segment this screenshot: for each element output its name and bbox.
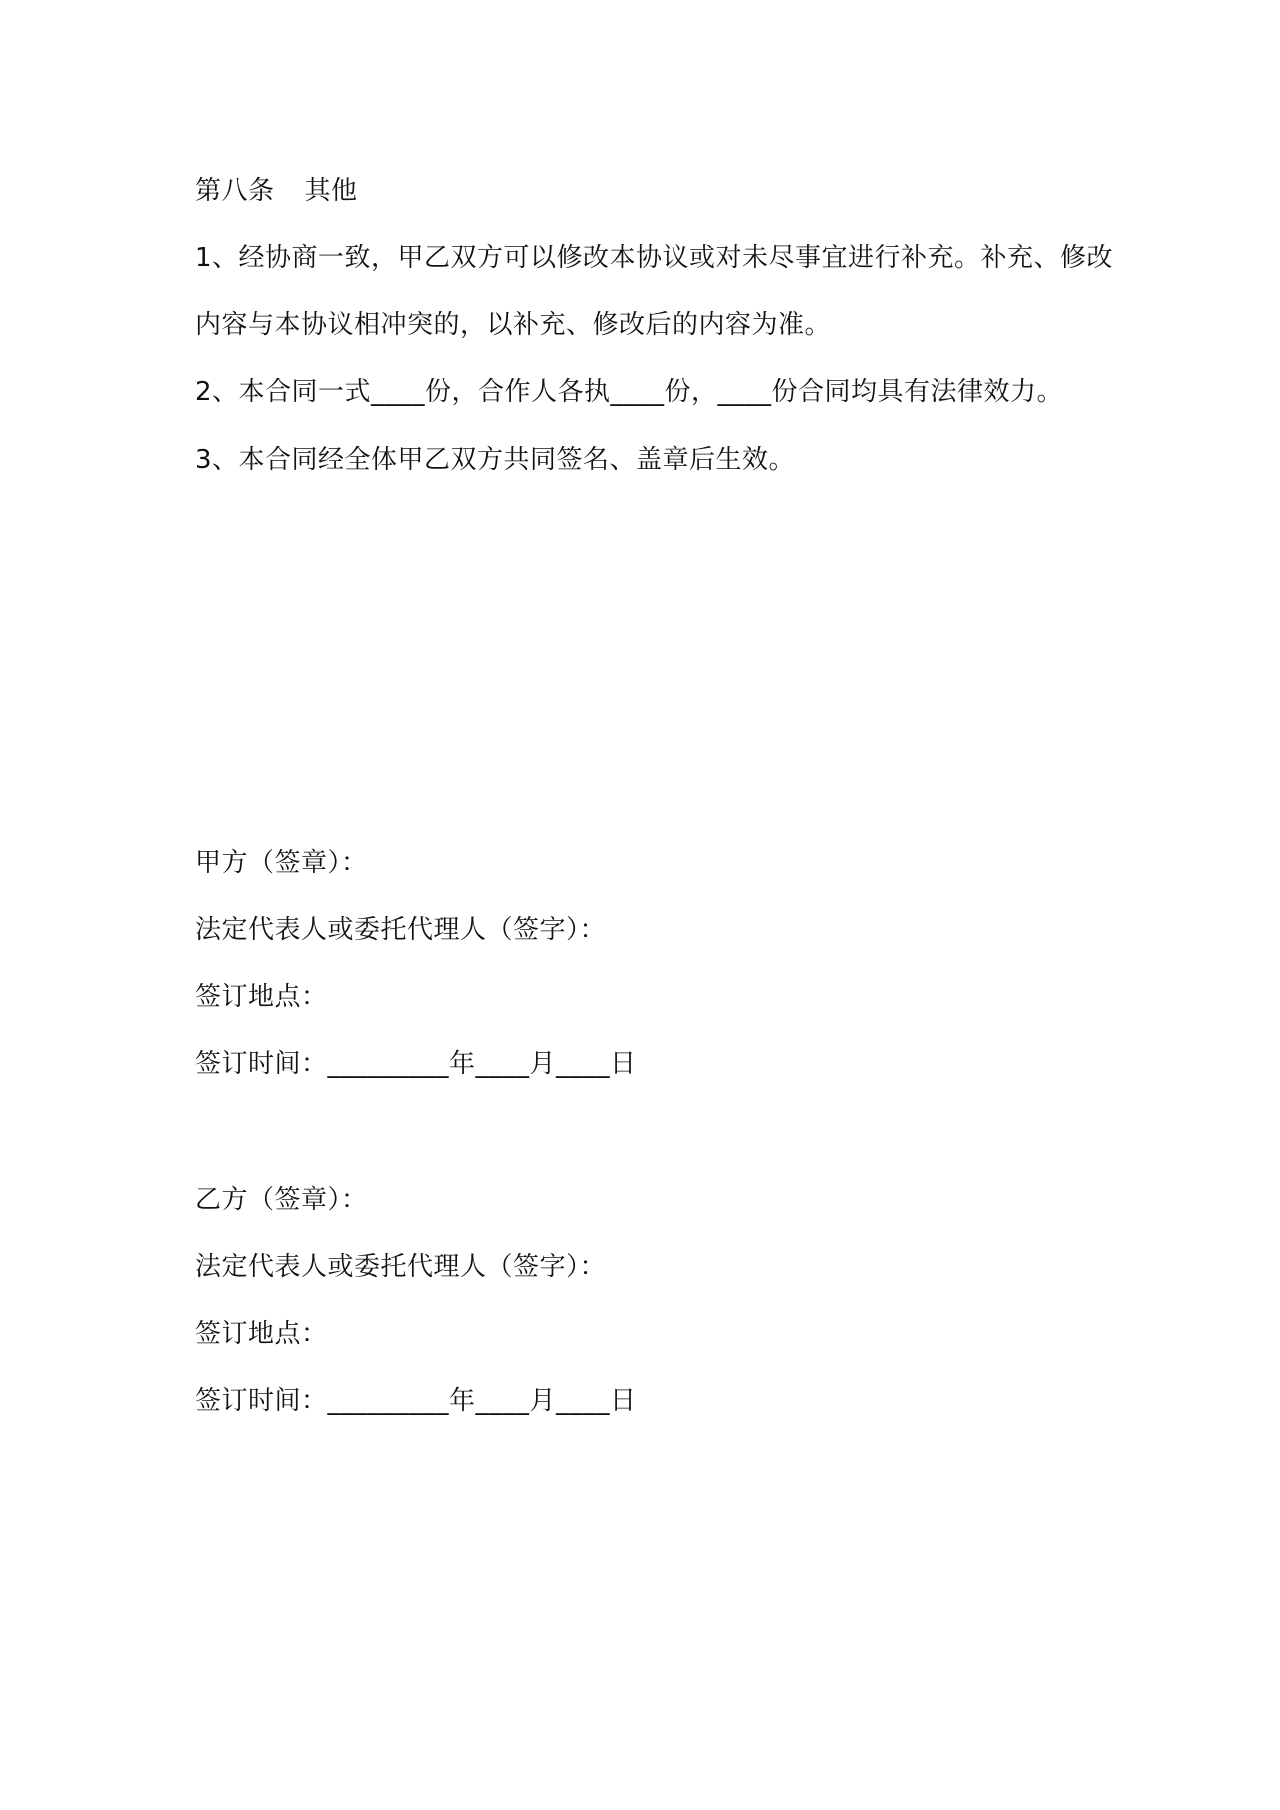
clause-2: 2、本合同一式____份，合作人各执____份，____份合同均具有法律效力。	[195, 377, 1064, 407]
party-a-seal: 甲方（签章）：	[195, 848, 368, 878]
party-a-place: 签订地点：	[195, 982, 328, 1012]
party-b-representative: 法定代表人或委托代理人（签字）：	[195, 1252, 607, 1282]
clause-1-line-2: 内容与本协议相冲突的，以补充、修改后的内容为准。	[195, 310, 832, 340]
article-number: 第八条	[195, 176, 275, 206]
party-b-date: 签订时间：_________年____月____日	[195, 1386, 637, 1416]
party-a-representative: 法定代表人或委托代理人（签字）：	[195, 915, 607, 945]
article-title: 其他	[304, 176, 358, 206]
party-a-date: 签订时间：_________年____月____日	[195, 1049, 637, 1079]
party-b-seal: 乙方（签章）：	[195, 1185, 368, 1215]
party-b-place: 签订地点：	[195, 1319, 328, 1349]
clause-3: 3、本合同经全体甲乙双方共同签名、盖章后生效。	[195, 445, 796, 475]
article-heading	[195, 174, 358, 208]
clause-1-line-1: 1、经协商一致，甲乙双方可以修改本协议或对未尽事宜进行补充。补充、修改	[195, 243, 1114, 273]
